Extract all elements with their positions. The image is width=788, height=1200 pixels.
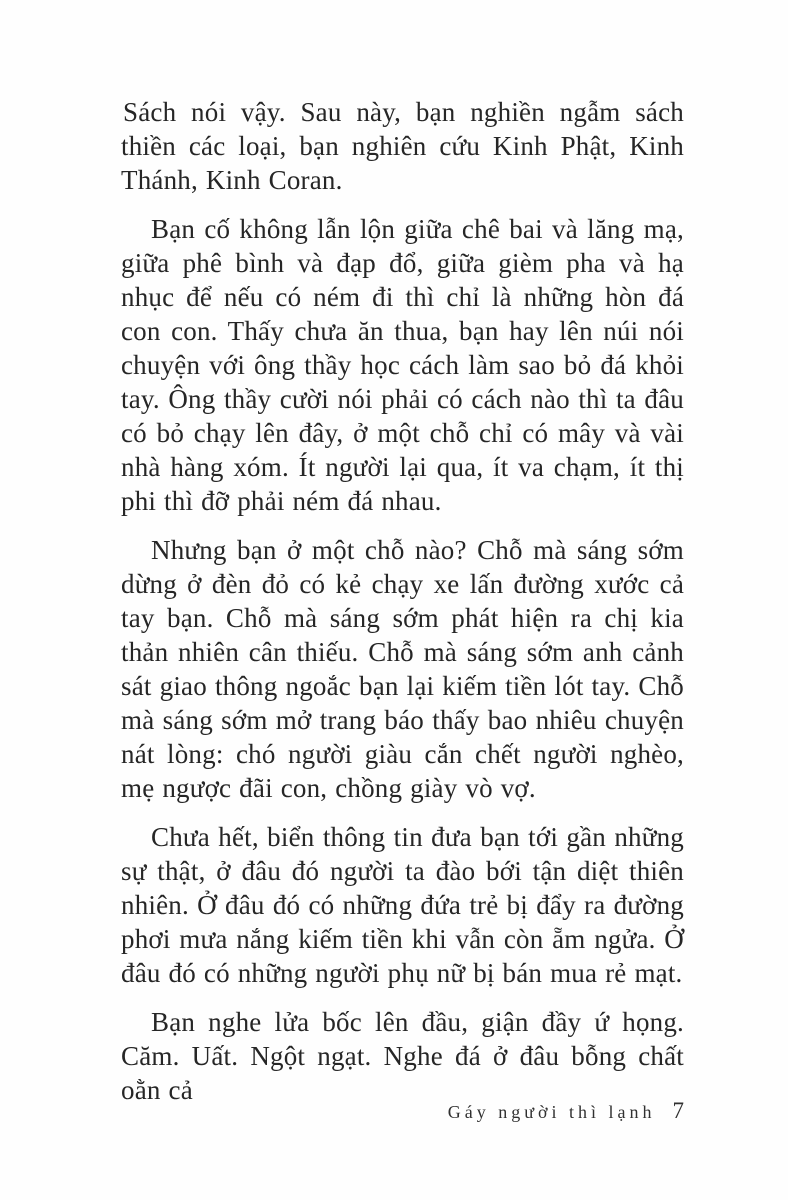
paragraph-5: Bạn nghe lửa bốc lên đầu, giận đầy ứ họng. Căm. Uất. Ngột ngạt. Nghe đá ở đâu bỗng chất oằn cả	[121, 1007, 684, 1105]
running-title: Gáy người thì lạnh	[447, 1102, 656, 1122]
paragraph-1: Sách nói vậy. Sau này, bạn nghiền ngẫm sách thiền các loại, bạn nghiên cứu Kinh Phật, Kinh Thánh, Kinh Coran.	[121, 97, 684, 195]
paragraph-2: Bạn cố không lẫn lộn giữa chê bai và lăng mạ, giữa phê bình và đạp đổ, giữa gièm pha và hạ nhục để nếu có ném đi thì chỉ là những hòn đá con con. Thấy chưa ăn thua, bạn hay lên núi nói chuyện với ông thầy học cách làm sao bỏ đá khỏi tay. Ông thầy cười nói phải có cách nào thì ta đâu có bỏ chạy lên đây, ở một chỗ chỉ có mây và vài nhà hàng xóm. Ít người lại qua, ít va chạm, ít thị phi thì đỡ phải ném đá nhau.	[121, 214, 684, 516]
page-number: 7	[672, 1098, 684, 1123]
page-footer	[121, 1098, 684, 1124]
page-body-text	[121, 95, 684, 1122]
paragraph-4: Chưa hết, biển thông tin đưa bạn tới gần những sự thật, ở đâu đó người ta đào bới tận diệt thiên nhiên. Ở đâu đó có những đứa trẻ bị đẩy ra đường phơi mưa nắng kiếm tiền khi vẫn còn ẵm ngửa. Ở đâu đó có những người phụ nữ bị bán mua rẻ mạt.	[121, 822, 684, 988]
paragraph-3: Nhưng bạn ở một chỗ nào? Chỗ mà sáng sớm dừng ở đèn đỏ có kẻ chạy xe lấn đường xước cả tay bạn. Chỗ mà sáng sớm phát hiện ra chị kia thản nhiên cân thiếu. Chỗ mà sáng sớm anh cảnh sát giao thông ngoắc bạn lại kiếm tiền lót tay. Chỗ mà sáng sớm mở trang báo thấy bao nhiêu chuyện nát lòng: chó người giàu cắn chết người nghèo, mẹ ngược đãi con, chồng giày vò vợ.	[121, 535, 684, 803]
